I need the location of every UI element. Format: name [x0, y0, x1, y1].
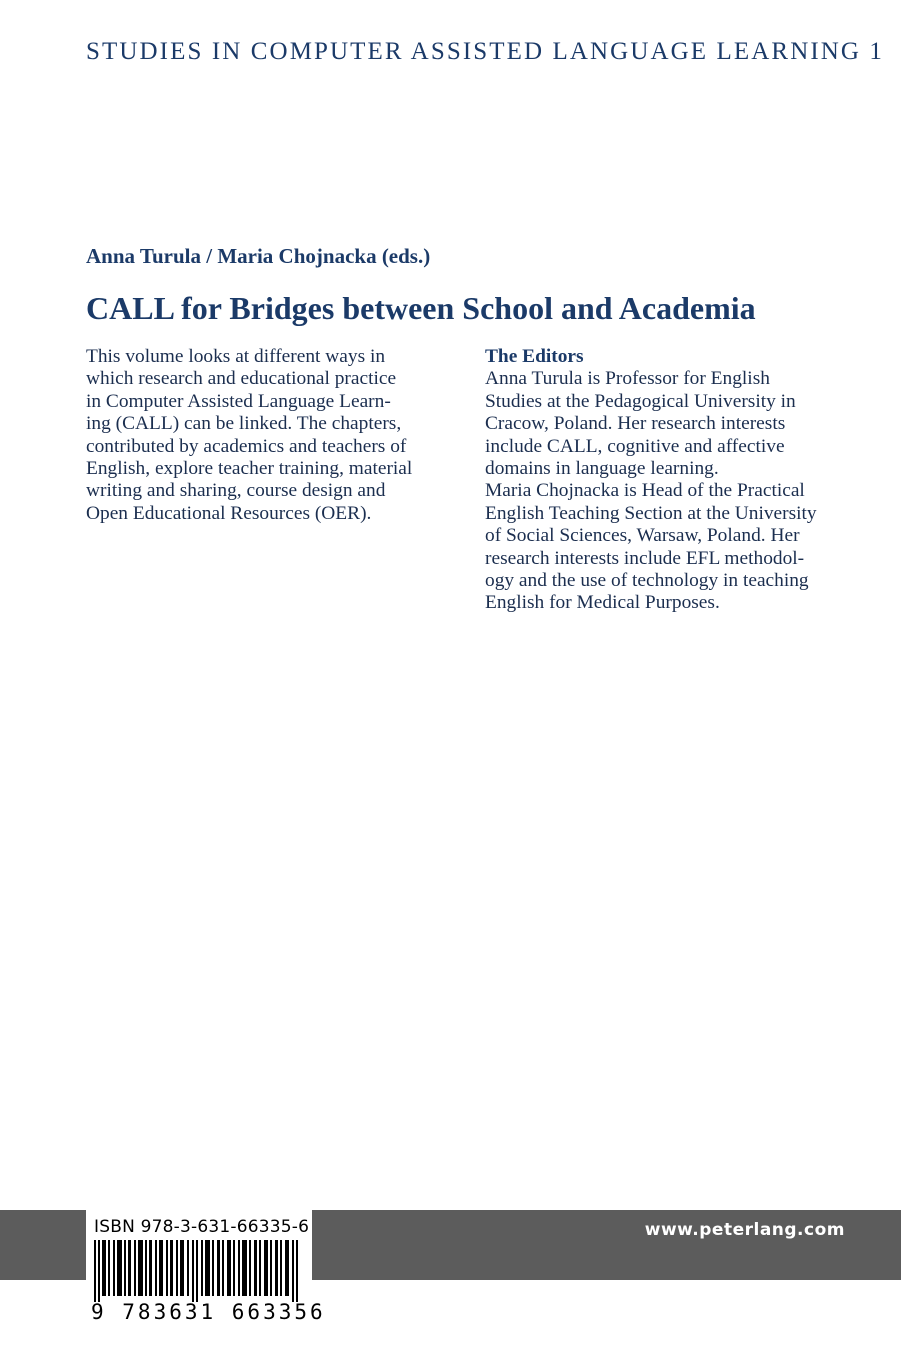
barcode-digits: 9 783631 663356: [91, 1300, 326, 1324]
editors-byline: Anna Turula / Maria Chojnacka (eds.): [86, 244, 431, 268]
bio-line: English Teaching Section at the University: [485, 502, 817, 524]
bio-line: of Social Sciences, Warsaw, Poland. Her: [485, 525, 800, 547]
description-line: contributed by academics and teachers of: [86, 435, 407, 457]
bio-line: research interests include EFL methodol-: [485, 547, 805, 569]
bio-line: Cracow, Poland. Her research interests: [485, 413, 786, 435]
barcode-image: [94, 1240, 306, 1302]
publisher-website-link[interactable]: www.peterlang.com: [644, 1220, 845, 1240]
description-line: writing and sharing, course design and: [86, 480, 386, 502]
bio-line: Maria Chojnacka is Head of the Practical: [485, 480, 805, 502]
bio-line: Anna Turula is Professor for English: [485, 368, 770, 390]
description-line: ing (CALL) can be linked. The chapters,: [86, 413, 402, 435]
description-line: which research and educational practice: [86, 368, 397, 390]
bio-line: English for Medical Purposes.: [485, 592, 720, 614]
bio-line: Studies at the Pedagogical University in: [485, 390, 796, 412]
book-title: CALL for Bridges between School and Academia: [86, 290, 756, 326]
description-line: This volume looks at different ways in: [86, 346, 386, 367]
book-description: [86, 346, 456, 525]
editors-heading: The Editors: [485, 346, 584, 367]
description-line: Open Educational Resources (OER).: [86, 502, 372, 524]
description-line: English, explore teacher training, material: [86, 458, 413, 480]
description-line: in Computer Assisted Language Learn-: [86, 390, 391, 412]
series-title: STUDIES IN COMPUTER ASSISTED LANGUAGE LEARNING 1: [86, 38, 885, 65]
footer-bar-left: [0, 1210, 86, 1280]
isbn-text: ISBN 978-3-631-66335-6: [94, 1217, 310, 1237]
bio-line: include CALL, cognitive and affective: [485, 435, 785, 457]
bio-line: ogy and the use of technology in teaching: [485, 570, 809, 592]
bio-line: domains in language learning.: [485, 458, 719, 480]
editors-bio: [485, 346, 855, 615]
